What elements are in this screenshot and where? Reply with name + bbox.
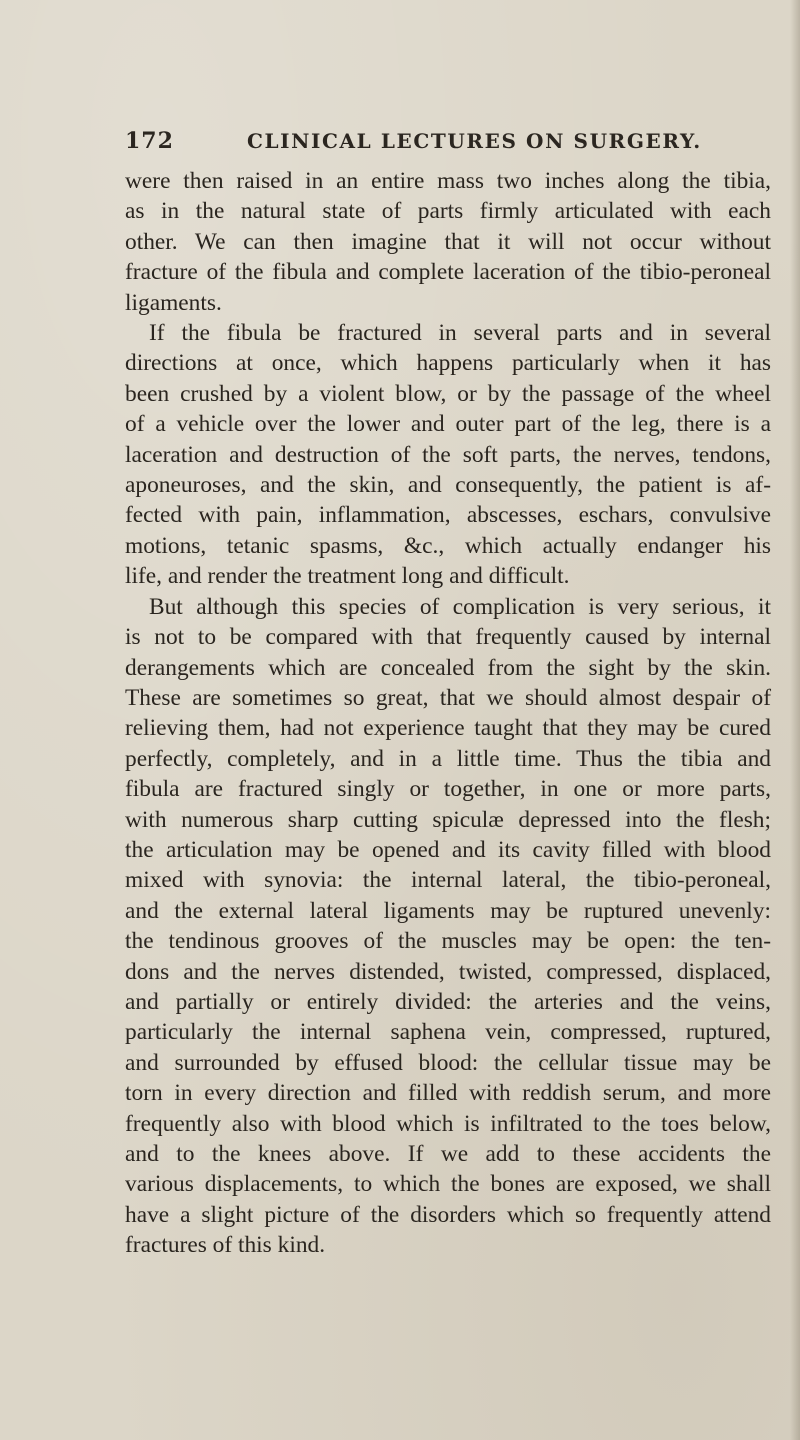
text-line: various displacements, to which the bones are exposed, we shall bbox=[125, 1171, 771, 1198]
text-line: fracture of the fibula and complete laceration of the tibio-peroneal bbox=[125, 259, 771, 286]
text-line: with numerous sharp cutting spiculæ depressed into the flesh; bbox=[125, 806, 771, 833]
text-line: fibula are fractured singly or together, in one or more parts, bbox=[125, 776, 771, 803]
text-line: fected with pain, inflammation, abscesses, eschars, convulsive bbox=[125, 502, 771, 529]
text-line: derangements which are concealed from the sight by the skin. bbox=[125, 654, 771, 681]
text-line: motions, tetanic spasms, &c., which actually endanger his bbox=[125, 532, 771, 559]
text-line: laceration and destruction of the soft parts, the nerves, tendons, bbox=[125, 441, 771, 468]
text-line: of a vehicle over the lower and outer part of the leg, there is a bbox=[125, 411, 771, 438]
page-header bbox=[125, 128, 765, 164]
text-line: as in the natural state of parts firmly articulated with each bbox=[125, 198, 771, 225]
page-number: 172 bbox=[125, 128, 174, 154]
text-line: perfectly, completely, and in a little time. Thus the tibia and bbox=[125, 745, 771, 772]
text-line: directions at once, which happens particularly when it has bbox=[125, 350, 771, 377]
text-line: dons and the nerves distended, twisted, compressed, displaced, bbox=[125, 958, 771, 985]
text-line: mixed with synovia: the internal lateral, the tibio-peroneal, bbox=[125, 867, 771, 894]
text-line: and to the knees above. If we add to these accidents the bbox=[125, 1141, 771, 1167]
text-line: life, and render the treatment long and difficult. bbox=[125, 563, 570, 590]
text-line: the articulation may be opened and its cavity filled with blood bbox=[125, 836, 771, 863]
text-line: But although this species of complication is very serious, it bbox=[149, 593, 771, 620]
text-line: frequently also with blood which is infiltrated to the toes below, bbox=[125, 1110, 771, 1137]
text-line: is not to be compared with that frequently caused by internal bbox=[125, 624, 771, 651]
text-line: were then raised in an entire mass two inches along the tibia, bbox=[125, 168, 771, 194]
text-line: These are sometimes so great, that we should almost despair of bbox=[125, 684, 771, 711]
text-line: and the external lateral ligaments may be ruptured unevenly: bbox=[125, 897, 771, 924]
paragraph bbox=[125, 318, 771, 592]
text-line: particularly the internal saphena vein, compressed, ruptured, bbox=[125, 1019, 771, 1046]
text-line: been crushed by a violent blow, or by the passage of the wheel bbox=[125, 380, 771, 407]
paragraph bbox=[125, 592, 771, 1261]
text-line: torn in every direction and filled with reddish serum, and more bbox=[125, 1080, 771, 1107]
text-line: ligaments. bbox=[125, 289, 222, 316]
text-line: If the fibula be fractured in several parts and in several bbox=[149, 320, 771, 347]
text-line: have a slight picture of the disorders which so frequently attend bbox=[125, 1201, 771, 1228]
paragraph bbox=[125, 166, 771, 318]
running-head: CLINICAL LECTURES ON SURGERY. bbox=[247, 129, 702, 153]
page-edge-shadow bbox=[790, 0, 800, 1440]
text-line: other. We can then imagine that it will not occur without bbox=[125, 228, 771, 255]
text-line: aponeuroses, and the skin, and consequently, the patient is af- bbox=[125, 472, 771, 499]
text-line: and surrounded by effused blood: the cellular tissue may be bbox=[125, 1049, 771, 1076]
text-line: relieving them, had not experience taught that they may be cured bbox=[125, 715, 771, 742]
text-line: fractures of this kind. bbox=[125, 1232, 326, 1259]
text-line: the tendinous grooves of the muscles may be open: the ten- bbox=[125, 928, 771, 955]
text-line: and partially or entirely divided: the arteries and the veins, bbox=[125, 988, 771, 1015]
body-text bbox=[125, 166, 771, 1261]
